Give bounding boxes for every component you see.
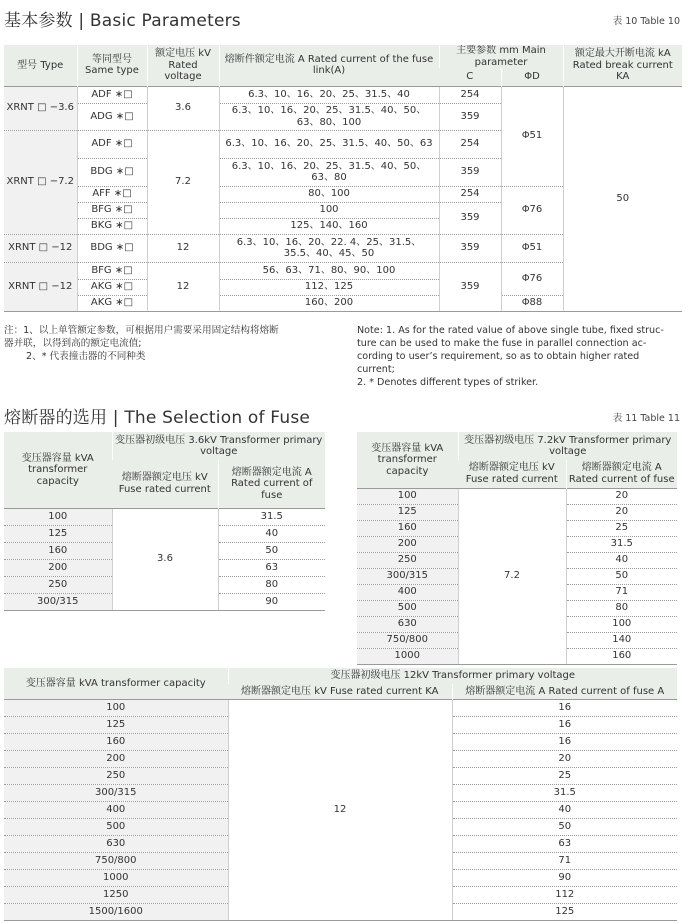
d-cell: Φ76 (501, 186, 563, 234)
note-en-line: ture can be used to make the fuse in parallel connection ac- (357, 338, 647, 349)
capacity-cell: 500 (4, 818, 228, 835)
header-primary-voltage: 变压器初级电压 3.6kV Transformer primary voltage (112, 432, 325, 460)
fuse-current-cell: 125 (452, 903, 677, 920)
capacity-cell: 250 (4, 767, 228, 784)
header-c: C (439, 68, 501, 86)
same-type-cell: ADF ∗□ (77, 86, 147, 103)
fuse-current-cell: 25 (452, 767, 677, 784)
fuse-current-cell: 100 (566, 616, 677, 632)
fuse-current-cell: 63 (218, 559, 325, 576)
current-cell: 6.3、10、16、20、25、31.5、40、50、63、80、100 (219, 103, 439, 130)
note-cn-line: 器并联，以得到高的额定电流值; (4, 338, 142, 349)
capacity-cell: 100 (357, 488, 458, 504)
fuse-current-cell: 140 (566, 632, 677, 648)
same-type-cell: BFG ∗□ (77, 262, 147, 279)
fuse-current-cell: 90 (218, 593, 325, 610)
capacity-cell: 200 (4, 750, 228, 767)
header-main-parameter: 主要参数 mm Main parameter (439, 45, 563, 68)
fuse-voltage-cell: 7.2 (458, 488, 566, 664)
voltage-cell: 7.2 (147, 130, 219, 234)
header-rated-current: 熔断件额定电流 A Rated current of the fuse link(A) (219, 45, 439, 86)
header-fuse-current: 熔断器额定电流 A Rated current of fuse (218, 460, 325, 508)
type-cell: XRNT □ −7.2 (4, 130, 77, 234)
c-cell: 359 (439, 262, 501, 311)
table-10-label: 表 10 Table 10 (612, 16, 680, 27)
fuse-current-cell: 20 (452, 750, 677, 767)
note-cn-line: 2、* 代表撞击器的不同种类 (26, 351, 146, 362)
fuse-current-cell: 16 (452, 699, 677, 716)
current-cell: 160、200 (219, 295, 439, 311)
current-cell: 6.3、10、16、20、25、31.5、40、50、63、80 (219, 158, 439, 186)
fuse-current-cell: 80 (566, 600, 677, 616)
current-cell: 56、63、71、80、90、100 (219, 262, 439, 279)
notes-chinese (4, 324, 344, 363)
notes-english (357, 324, 682, 389)
fuse-voltage-cell: 12 (228, 699, 452, 920)
capacity-cell: 125 (4, 525, 112, 542)
capacity-cell: 200 (4, 559, 112, 576)
type-cell: XRNT □ −12 (4, 234, 77, 262)
header-primary-voltage: 变压器初级电压 7.2kV Transformer primary voltage (458, 432, 677, 460)
capacity-cell: 500 (357, 600, 458, 616)
c-cell: 254 (439, 186, 501, 202)
capacity-cell: 160 (4, 542, 112, 559)
d-cell: Φ88 (501, 295, 563, 311)
header-capacity: 变压器容量 kVA transformer capacity (4, 668, 228, 699)
break-current-cell: 50 (563, 86, 682, 311)
basic-parameters-table (4, 45, 682, 312)
header-fuse-current: 熔断器额定电流 A Rated current of fuse A (452, 684, 677, 699)
current-cell: 6.3、10、16、20、25、31.5、40 (219, 86, 439, 103)
header-type: 型号 Type (4, 45, 77, 86)
current-cell: 112、125 (219, 279, 439, 295)
d-cell: Φ51 (501, 86, 563, 186)
fuse-current-cell: 40 (218, 525, 325, 542)
capacity-cell: 630 (357, 616, 458, 632)
current-cell: 6.3、10、16、20、25、31.5、40、50、63 (219, 130, 439, 158)
same-type-cell: BFG ∗□ (77, 202, 147, 218)
same-type-cell: AFF ∗□ (77, 186, 147, 202)
section-title-fuse-selection: 熔断器的选用 | The Selection of Fuse (4, 408, 311, 428)
fuse-current-cell: 71 (566, 584, 677, 600)
note-en-line: 2. * Denotes different types of striker. (357, 377, 539, 388)
c-cell: 359 (439, 234, 501, 262)
capacity-cell: 200 (357, 536, 458, 552)
c-cell: 254 (439, 86, 501, 103)
fuse-current-cell: 50 (218, 542, 325, 559)
selection-table-12kv (4, 668, 677, 921)
same-type-cell: ADF ∗□ (77, 130, 147, 158)
same-type-cell: AKG ∗□ (77, 295, 147, 311)
voltage-cell: 12 (147, 262, 219, 311)
fuse-current-cell: 31.5 (566, 536, 677, 552)
capacity-cell: 750/800 (357, 632, 458, 648)
capacity-cell: 160 (357, 520, 458, 536)
header-fuse-voltage: 熔断器额定电压 kV Fuse rated current (458, 460, 566, 488)
fuse-current-cell: 63 (452, 835, 677, 852)
capacity-cell: 125 (357, 504, 458, 520)
header-rated-voltage: 额定电压 kV Rated voltage (147, 45, 219, 86)
c-cell: 359 (439, 202, 501, 234)
capacity-cell: 300/315 (4, 784, 228, 801)
current-cell: 6.3、10、16、20、22. 4、25、31.5、35.5、40、45、50 (219, 234, 439, 262)
current-cell: 100 (219, 202, 439, 218)
fuse-current-cell: 16 (452, 716, 677, 733)
type-cell: XRNT □ −3.6 (4, 86, 77, 130)
capacity-cell: 125 (4, 716, 228, 733)
current-cell: 125、140、160 (219, 218, 439, 234)
fuse-voltage-cell: 3.6 (112, 508, 218, 610)
fuse-current-cell: 50 (566, 568, 677, 584)
header-d: ΦD (501, 68, 563, 86)
c-cell: 359 (439, 103, 501, 130)
fuse-current-cell: 31.5 (218, 508, 325, 525)
fuse-current-cell: 71 (452, 852, 677, 869)
same-type-cell: BDG ∗□ (77, 234, 147, 262)
capacity-cell: 250 (4, 576, 112, 593)
same-type-cell: BDG ∗□ (77, 158, 147, 186)
fuse-current-cell: 16 (452, 733, 677, 750)
fuse-current-cell: 20 (566, 488, 677, 504)
voltage-cell: 3.6 (147, 86, 219, 130)
fuse-current-cell: 112 (452, 886, 677, 903)
capacity-cell: 250 (357, 552, 458, 568)
fuse-current-cell: 50 (452, 818, 677, 835)
same-type-cell: BKG ∗□ (77, 218, 147, 234)
table-11-label: 表 11 Table 11 (612, 413, 680, 424)
capacity-cell: 750/800 (4, 852, 228, 869)
header-primary-voltage: 变压器初级电压 12kV Transformer primary voltage (228, 668, 677, 684)
type-cell: XRNT □ −12 (4, 262, 77, 311)
fuse-current-cell: 90 (452, 869, 677, 886)
d-cell: Φ51 (501, 234, 563, 262)
note-en-line: cording to user’s requirement, so as to obtain higher rated (357, 351, 640, 362)
header-capacity: 变压器容量 kVA transformer capacity (4, 432, 112, 508)
current-cell: 80、100 (219, 186, 439, 202)
capacity-cell: 1000 (4, 869, 228, 886)
header-fuse-current: 熔断器额定电流 A Rated current of fuse (566, 460, 677, 488)
capacity-cell: 1500/1600 (4, 903, 228, 920)
voltage-cell: 12 (147, 234, 219, 262)
fuse-current-cell: 20 (566, 504, 677, 520)
fuse-current-cell: 40 (452, 801, 677, 818)
capacity-cell: 400 (4, 801, 228, 818)
capacity-cell: 1000 (357, 648, 458, 664)
header-same-type: 等同型号 Same type (77, 45, 147, 86)
capacity-cell: 100 (4, 699, 228, 716)
header-fuse-voltage: 熔断器额定电压 kV Fuse rated current KA (228, 684, 452, 699)
same-type-cell: ADG ∗□ (77, 103, 147, 130)
capacity-cell: 300/315 (4, 593, 112, 610)
note-en-line: Note: 1. As for the rated value of above single tube, fixed struc- (357, 325, 664, 336)
d-cell: Φ76 (501, 262, 563, 295)
fuse-current-cell: 40 (566, 552, 677, 568)
capacity-cell: 400 (357, 584, 458, 600)
header-capacity: 变压器容量 kVA transformer capacity (357, 432, 458, 488)
c-cell: 254 (439, 130, 501, 158)
header-fuse-voltage: 熔断器额定电压 kV Fuse rated current (112, 460, 218, 508)
capacity-cell: 630 (4, 835, 228, 852)
fuse-current-cell: 160 (566, 648, 677, 664)
fuse-current-cell: 31.5 (452, 784, 677, 801)
note-cn-line: 注：1、以上单管额定参数，可根据用户需要采用固定结构将熔断 (4, 325, 279, 336)
c-cell: 359 (439, 158, 501, 186)
selection-table-7-2kv (357, 432, 677, 665)
section-title-basic-parameters: 基本参数 | Basic Parameters (4, 11, 241, 31)
capacity-cell: 300/315 (357, 568, 458, 584)
same-type-cell: AKG ∗□ (77, 279, 147, 295)
header-break-current: 额定最大开断电流 kA Rated break current KA (563, 45, 682, 86)
fuse-current-cell: 25 (566, 520, 677, 536)
note-en-line: current; (357, 364, 395, 375)
capacity-cell: 1250 (4, 886, 228, 903)
capacity-cell: 160 (4, 733, 228, 750)
capacity-cell: 100 (4, 508, 112, 525)
selection-table-3-6kv (4, 432, 325, 611)
fuse-current-cell: 80 (218, 576, 325, 593)
